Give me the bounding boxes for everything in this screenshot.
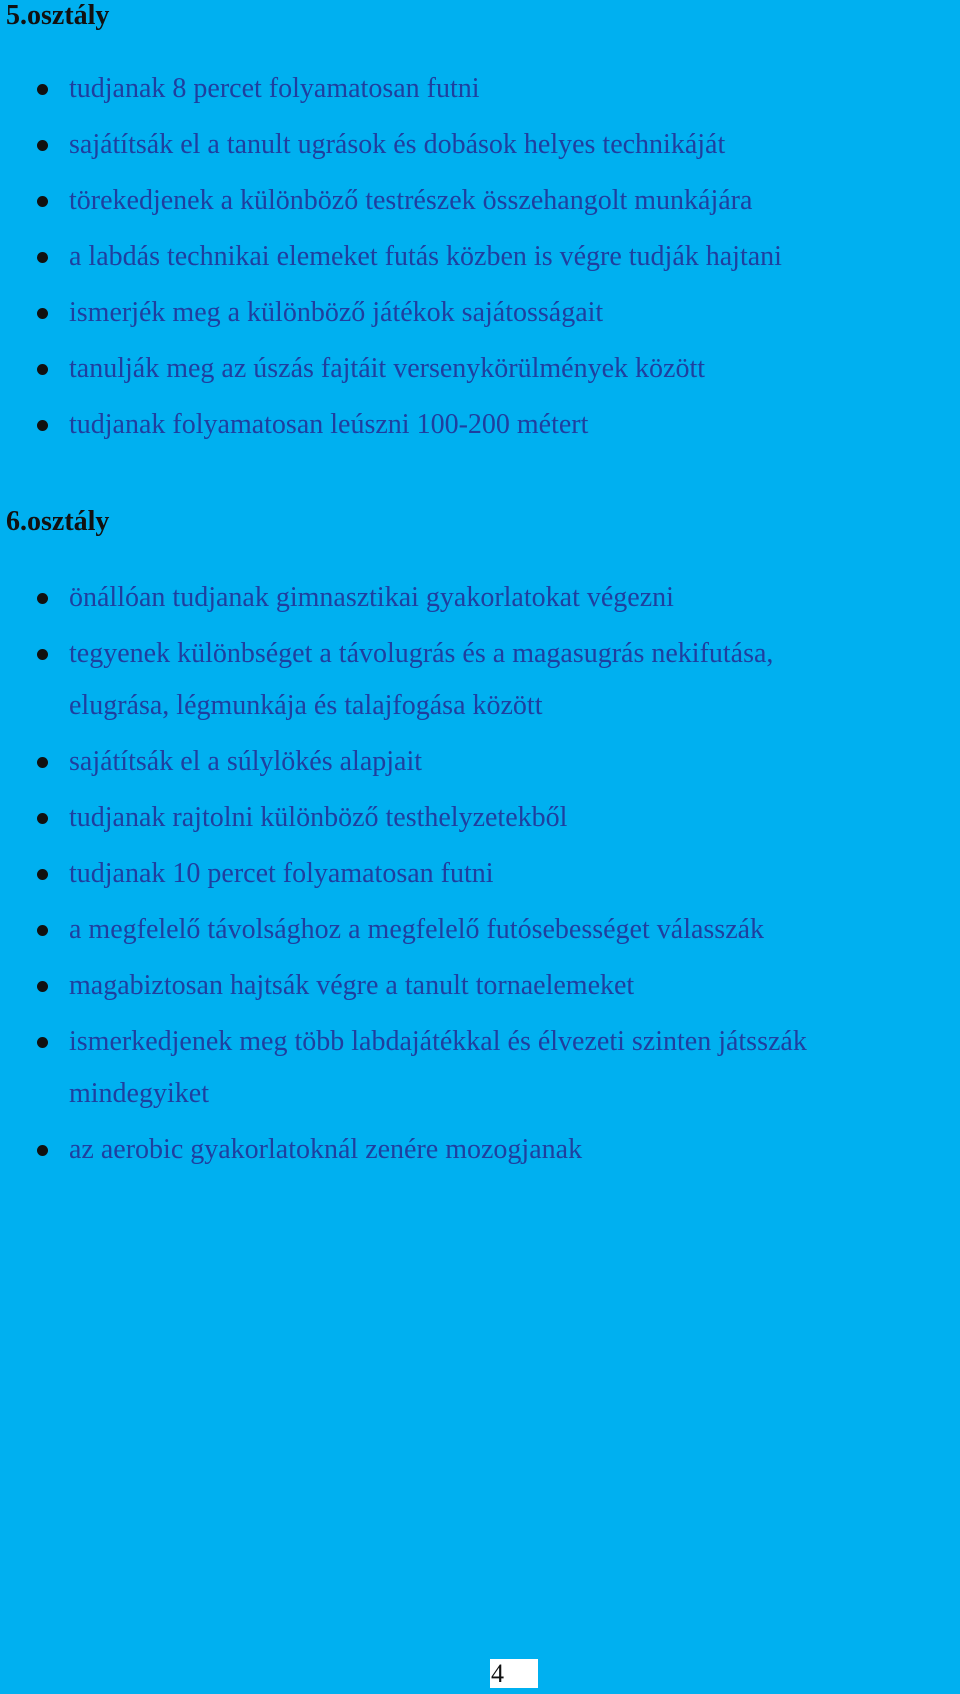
section-6-list — [0, 570, 960, 1178]
list-item-text: sajátítsák el a tanult ugrások és dobások helyes technikáját — [69, 129, 726, 160]
list-item — [0, 173, 960, 229]
list-item — [0, 1014, 960, 1122]
bullet-icon — [37, 364, 48, 375]
list-item-text: tegyenek különbséget a távolugrás és a magasugrás nekifutása, — [69, 638, 774, 669]
list-item-text: a megfelelő távolsághoz a megfelelő futósebességet válasszák — [69, 914, 765, 945]
list-item — [0, 902, 960, 958]
section-5-heading: 5.osztály — [6, 0, 110, 31]
bullet-icon — [37, 420, 48, 431]
bullet-icon — [37, 252, 48, 263]
list-item — [0, 734, 960, 790]
list-item — [0, 958, 960, 1014]
bullet-icon — [37, 925, 48, 936]
bullet-icon — [37, 1145, 48, 1156]
list-item-continuation: mindegyiket — [69, 1078, 209, 1109]
list-item — [0, 790, 960, 846]
bullet-icon — [37, 593, 48, 604]
list-item — [0, 61, 960, 117]
bullet-icon — [37, 140, 48, 151]
bullet-icon — [37, 981, 48, 992]
list-item-text: ismerkedjenek meg több labdajátékkal és élvezeti szinten játsszák — [69, 1026, 807, 1057]
list-item-text: önállóan tudjanak gimnasztikai gyakorlatokat végezni — [69, 582, 674, 613]
page-number: 4 — [490, 1659, 538, 1688]
list-item-text: ismerjék meg a különböző játékok sajátosságait — [69, 297, 604, 328]
list-item — [0, 1122, 960, 1178]
bullet-icon — [37, 1037, 48, 1048]
list-item-text: tudjanak 10 percet folyamatosan futni — [69, 858, 494, 889]
list-item — [0, 285, 960, 341]
list-item-text: törekedjenek a különböző testrészek összehangolt munkájára — [69, 185, 753, 216]
list-item-text: az aerobic gyakorlatoknál zenére mozogjanak — [69, 1134, 583, 1165]
list-item-text: tudjanak 8 percet folyamatosan futni — [69, 73, 480, 104]
list-item-text: tudjanak rajtolni különböző testhelyzetekből — [69, 802, 568, 833]
list-item — [0, 117, 960, 173]
list-item-text: a labdás technikai elemeket futás közben is végre tudják hajtani — [69, 241, 782, 272]
list-item-text: sajátítsák el a súlylökés alapjait — [69, 746, 423, 777]
list-item — [0, 397, 960, 453]
list-item-text: tudjanak folyamatosan leúszni 100-200 métert — [69, 409, 589, 440]
bullet-icon — [37, 649, 48, 660]
section-6-heading: 6.osztály — [6, 506, 110, 537]
list-item — [0, 341, 960, 397]
list-item — [0, 846, 960, 902]
list-item-continuation: elugrása, légmunkája és talajfogása között — [69, 690, 543, 721]
list-item — [0, 626, 960, 734]
section-5-list — [0, 61, 960, 453]
bullet-icon — [37, 869, 48, 880]
bullet-icon — [37, 308, 48, 319]
bullet-icon — [37, 813, 48, 824]
bullet-icon — [37, 84, 48, 95]
bullet-icon — [37, 757, 48, 768]
list-item — [0, 570, 960, 626]
list-item-text: tanulják meg az úszás fajtáit versenykörülmények között — [69, 353, 706, 384]
list-item-text: magabiztosan hajtsák végre a tanult tornaelemeket — [69, 970, 635, 1001]
list-item — [0, 229, 960, 285]
bullet-icon — [37, 196, 48, 207]
